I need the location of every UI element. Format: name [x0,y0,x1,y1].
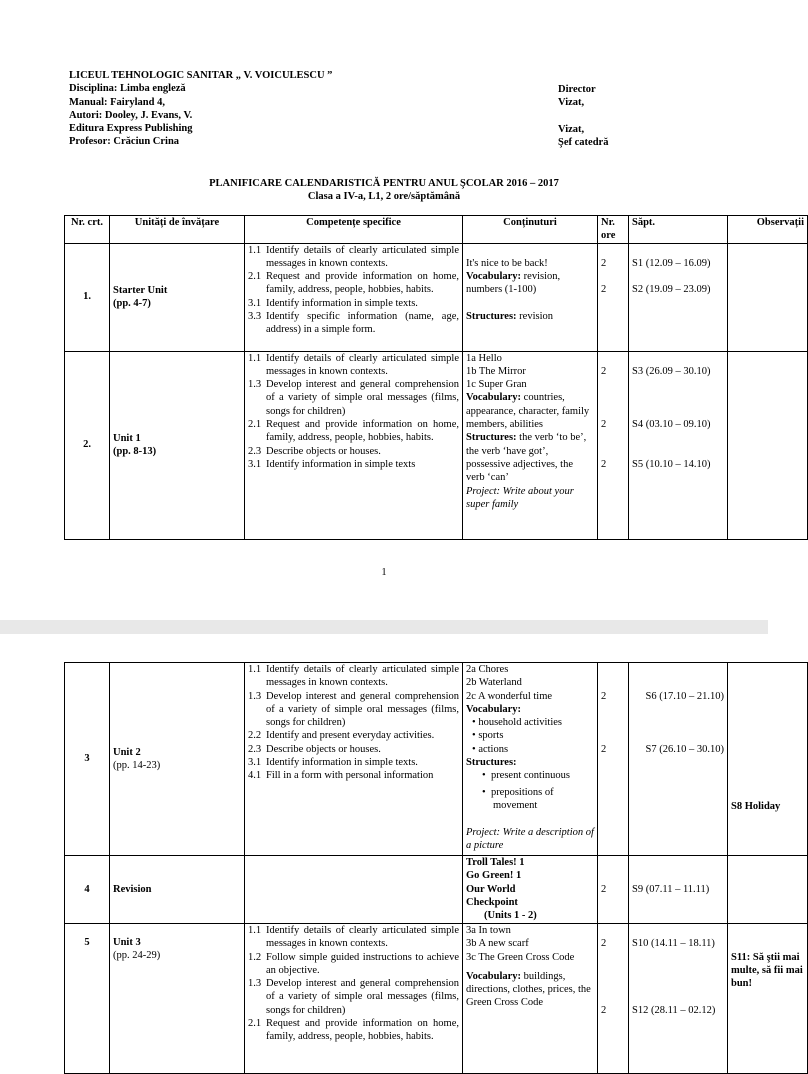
competence-item: 2.1 Request and provide information on home, family, address, people, hobbies, habits. [248,1018,459,1043]
competence-item: 2.2 Identify and present everyday activities. [248,730,435,742]
unit-cell [110,351,245,539]
lesson: 2b Waterland [466,677,522,689]
competence-item: 1.1 Identify details of clearly articulated simple messages in known contexts. [248,664,459,689]
competences-cell [245,663,463,856]
week-cell: S9 (07.11 – 11.11) [629,856,728,924]
col-nr: Nr. crt. [65,216,110,244]
lesson: 1a Hello [466,352,502,364]
unit-title: Revision [113,883,152,895]
page-separator [0,620,768,634]
table-row [65,924,808,1074]
competence-item: 2.1 Request and provide information on home, family, address, people, hobbies, habits. [248,271,459,296]
competence-item: 1.3 Develop interest and general comprehension of a variety of simple oral messages (films, songs for children) [248,978,459,1016]
row-number: 1. [65,243,110,351]
contents-cell [463,856,598,924]
director-label: Director [558,84,596,95]
competences-cell [245,351,463,539]
competence-item: 1.2 Follow simple guided instructions to achieve an objective. [248,951,459,976]
notes-cell [728,243,808,351]
vocabulary: Vocabulary: revision, numbers (1-100) [466,271,561,296]
col-contents: Conținuturi [463,216,598,244]
competence-item: 2.3 Describe objects or houses. [248,743,381,755]
content-line: (Units 1 - 2) [484,910,537,922]
lesson: 2c A wonderful time [466,690,553,702]
planning-table-page-1 [64,215,808,540]
lesson: 3c The Green Cross Code [466,951,575,963]
table-header-row [65,216,808,244]
teacher: Profesor: Crăciun Crina [69,136,180,148]
hours-cell: 2 2 [598,243,629,351]
week-cell: S1 (12.09 – 16.09) S2 (19.09 – 23.09) [629,243,728,351]
subject: Disciplina: Limba engleză [69,83,186,95]
unit-pages: (pp. 8-13) [113,446,157,458]
competence-item: 1.3 Develop interest and general comprehension of a variety of simple oral messages (films, songs for children) [248,379,459,417]
hours-cell: 2 2 2 [598,351,629,539]
unit-cell [110,924,245,1074]
vocab-item: • sports [472,730,504,742]
col-competences: Competențe specifice [245,216,463,244]
lesson: 3b A new scarf [466,938,529,950]
competences-cell [245,924,463,1074]
notes-cell [728,924,808,1074]
contents-cell [463,663,598,856]
competence-item: 2.1 Request and provide information on home, family, address, people, hobbies, habits. [248,419,459,444]
competence-item: 3.1 Identify information in simple texts [248,458,416,470]
content-line: Our World [466,883,516,895]
col-hours: Nr. ore [598,216,629,244]
unit-cell [110,663,245,856]
competence-item: 1.1 Identify details of clearly articulated simple messages in known contexts. [248,244,459,269]
planning-table-page-2 [64,662,808,1074]
competence-item: 2.3 Describe objects or houses. [248,445,381,457]
table-row [65,856,808,924]
contents-cell [463,351,598,539]
table-row [65,351,808,539]
notes-cell [728,856,808,924]
unit-pages: (pp. 14-23) [113,760,161,771]
vocabulary: Vocabulary: countries, appearance, character, family members, abilities [466,392,590,431]
structure-item: • present continuous [482,770,570,782]
competence-item: 3.1 Identify information in simple texts. [248,757,418,769]
competences-cell [245,243,463,351]
competence-item: 1.1 Identify details of clearly articulated simple messages in known contexts. [248,352,459,377]
row-number: 4 [65,856,110,924]
unit-pages: (pp. 4-7) [113,298,151,310]
authors: Autori: Dooley, J. Evans, V. [69,109,193,121]
hours-cell: 2 2 [598,663,629,856]
project: Project: Write about your super family [466,485,574,510]
row-number: 2. [65,351,110,539]
holiday-note: S8 Holiday [731,800,781,812]
notes-cell [728,663,808,856]
competence-item: 4.1 Fill in a form with personal information [248,770,434,782]
col-week: Săpt. [629,216,728,244]
page-number: 1 [381,567,387,578]
structures: Structures: the verb ‘to be’, the verb ‘have got’, possessive adjectives, the verb ‘can’ [466,432,587,484]
row-number: 3 [65,663,110,856]
col-units: Unități de învățare [110,216,245,244]
school-info [69,69,332,149]
manual: Manual: Fairyland 4, [69,96,165,108]
competence-item: 1.1 Identify details of clearly articulated simple messages in known contexts. [248,925,459,950]
unit-title: Starter Unit [113,284,168,296]
lesson: 1b The Mirror [466,365,526,377]
hours-cell: 2 [598,856,629,924]
vocab-item: • actions [472,743,509,755]
contents-cell [463,243,598,351]
competences-cell [245,856,463,924]
content-line: Checkpoint [466,896,518,908]
structure-item: • prepositions of movement [482,786,554,811]
school-name: LICEUL TEHNOLOGIC SANITAR „ V. VOICULESCU ” [69,70,333,81]
table-row [65,243,808,351]
vocab-item: • household activities [472,717,563,729]
director-approved: Vizat, [558,97,585,109]
unit-title: Unit 3 [113,937,141,948]
document-title: PLANIFICARE CALENDARISTICĂ PENTRU ANUL ŞCOLAR 2016 – 2017 [209,178,559,189]
lesson: 1c Super Gran [466,379,527,391]
structures-label: Structures: [466,757,517,769]
col-notes: Observații [728,216,808,244]
vocabulary: Vocabulary: buildings, directions, clothes, prices, the Green Cross Code [466,970,591,1009]
table-row [65,663,808,856]
approval-block [558,83,608,149]
page-2 [0,634,803,1043]
unit-pages: (pp. 24-29) [113,950,161,962]
structures: Structures: revision [466,311,553,323]
unit-title: Unit 1 [113,432,141,444]
head-label: Şef catedră [558,137,609,149]
week-cell: S10 (14.11 – 18.11) S12 (28.11 – 02.12) [629,924,728,1074]
unit-title: Unit 2 [113,746,141,758]
lesson: 2a Chores [466,664,509,675]
competence-item: 1.3 Develop interest and general comprehension of a variety of simple oral messages (films, songs for children) [248,690,459,729]
competence-item: 3.1 Identify information in simple texts. [248,297,418,309]
week-cell: S3 (26.09 – 30.10) S4 (03.10 – 09.10) S5 (10.10 – 14.10) [629,351,728,539]
lesson: 3a In town [466,925,511,936]
vocabulary-label: Vocabulary: [466,703,522,715]
contents-cell [463,924,598,1074]
notes-cell [728,351,808,539]
unit-cell [110,856,245,924]
competence-item: 3.3 Identify specific information (name, age, address) in a simple form. [248,311,459,336]
document-subtitle: Clasa a IV-a, L1, 2 ore/săptămână [307,191,461,202]
content-line: It's nice to be back! [466,257,548,269]
hours-cell: 2 2 [598,924,629,1074]
content-line: Go Green! 1 [466,870,522,882]
unit-cell [110,243,245,351]
head-approved: Vizat, [558,123,585,135]
content-line: Troll Tales! 1 [466,857,525,868]
special-week-note: S11: Să ştii mai multe, să fii mai bun! [731,951,803,990]
row-number: 5 [65,924,110,1074]
project: Project: Write a description of a picture [466,826,594,851]
week-cell: S6 (17.10 – 21.10) S7 (26.10 – 30.10) [629,663,728,856]
publisher: Editura Express Publishing [69,123,193,135]
